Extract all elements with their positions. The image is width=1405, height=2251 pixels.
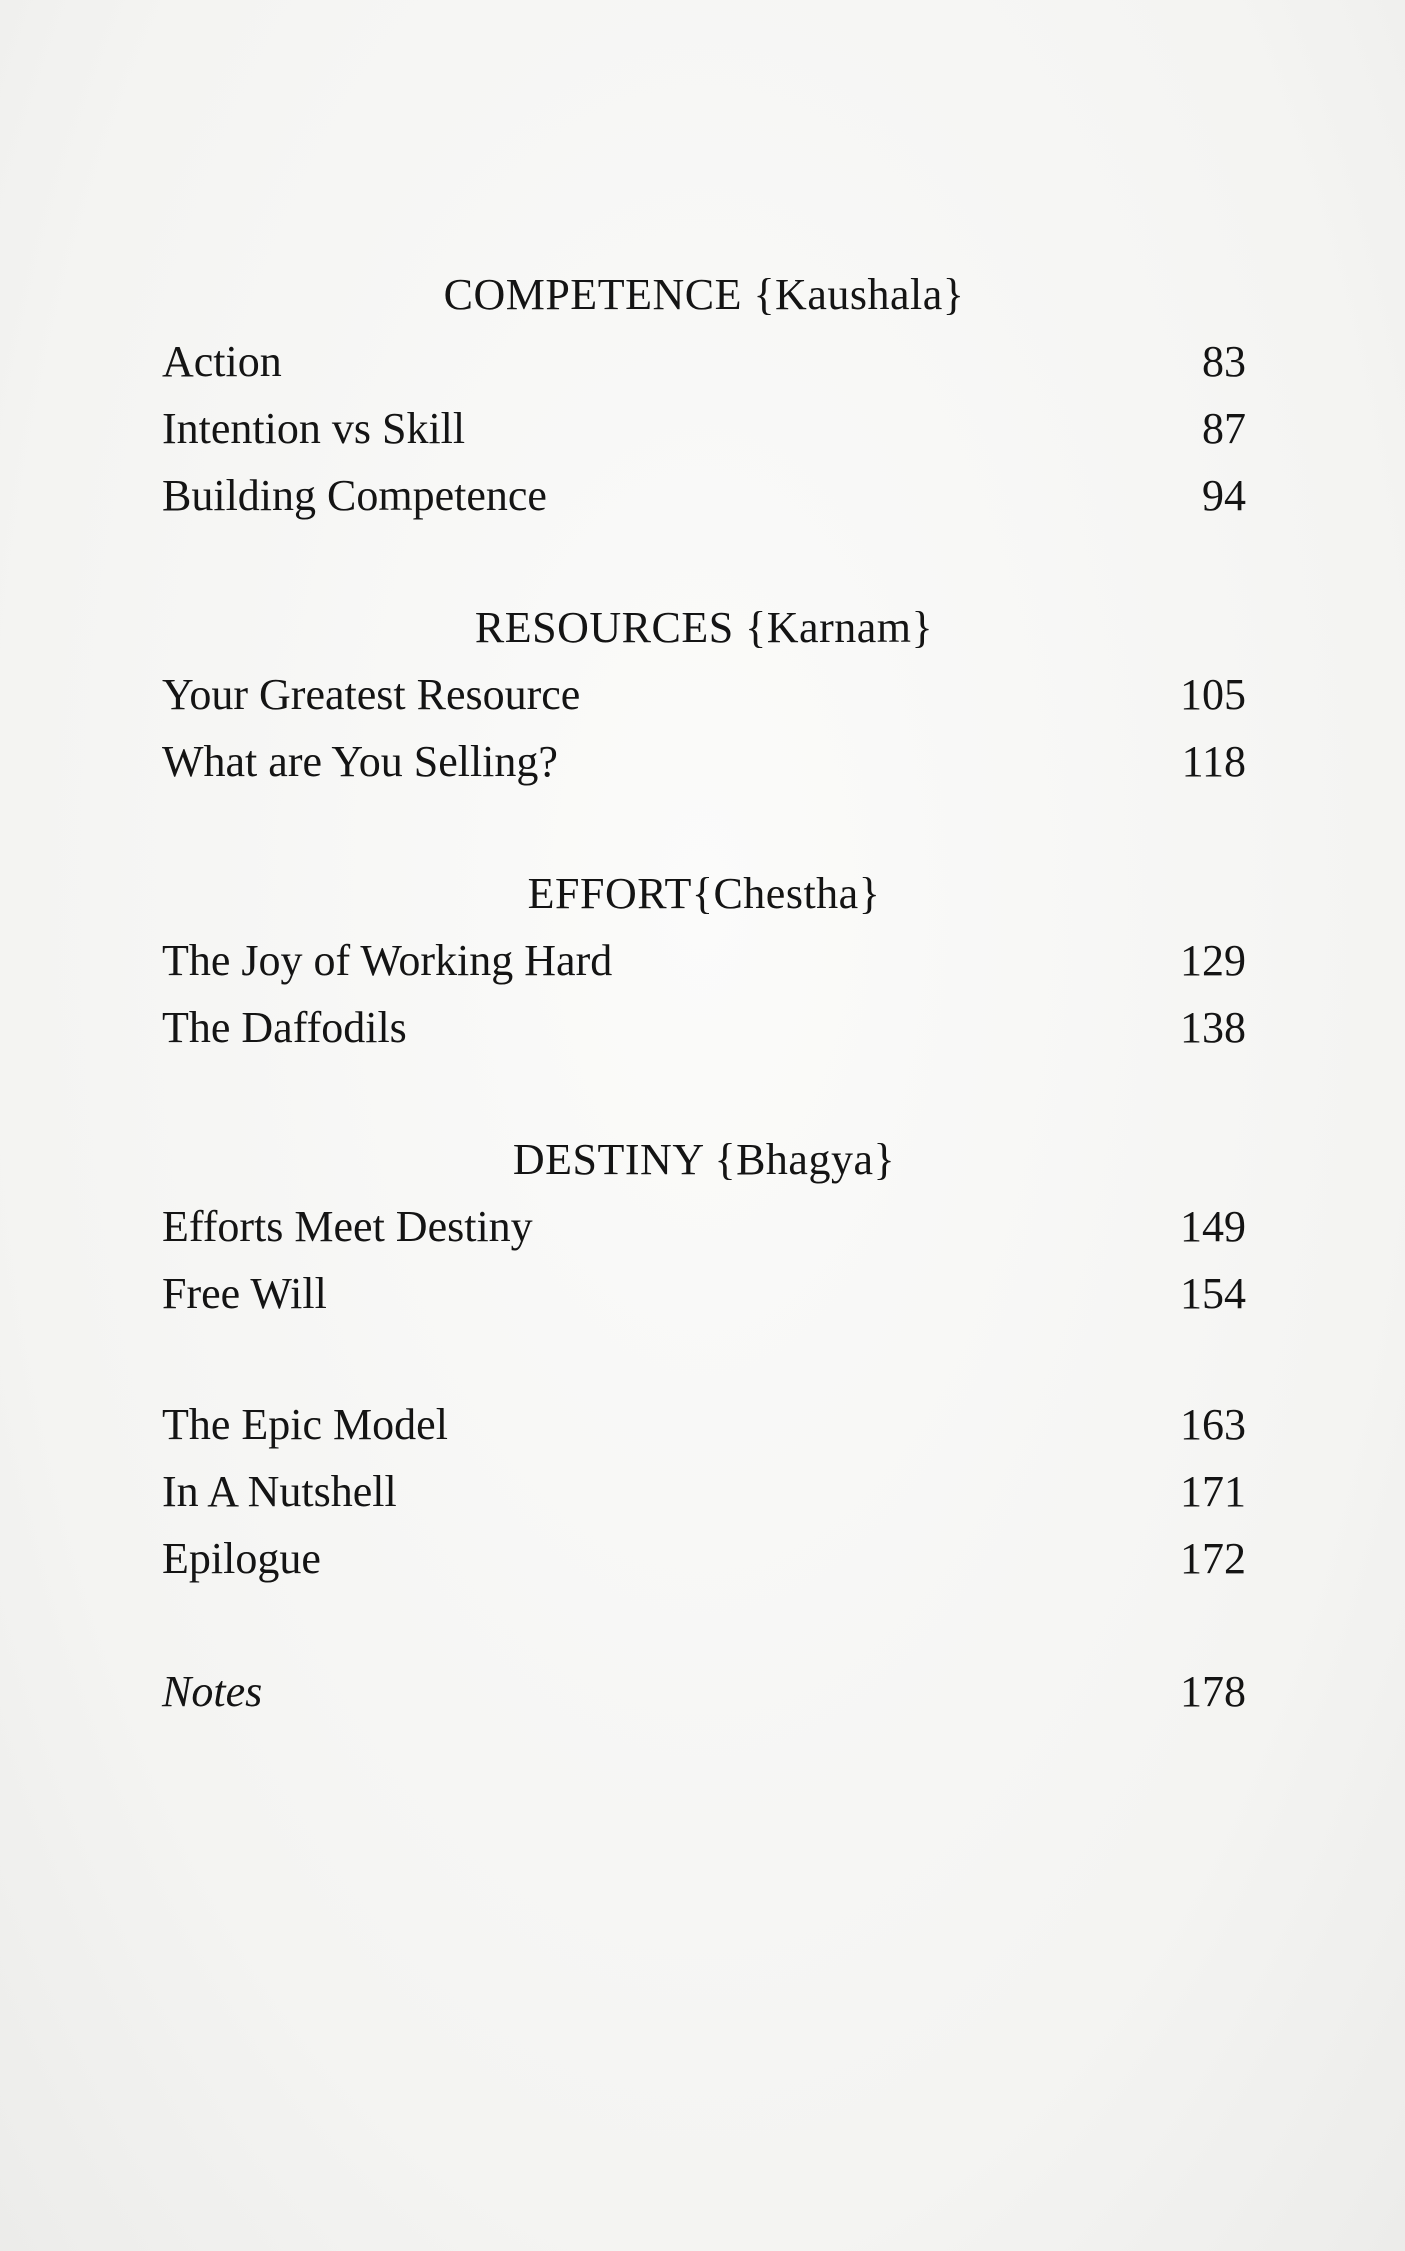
entry-page-number: 118: [1181, 737, 1246, 786]
entry-page-number: 149: [1180, 1202, 1246, 1251]
entry-title: In A Nutshell: [162, 1467, 397, 1516]
toc-entry: [162, 927, 1246, 994]
table-of-contents: [162, 262, 1246, 1725]
entry-title: The Joy of Working Hard: [162, 936, 613, 985]
entry-title: Intention vs Skill: [162, 404, 466, 453]
entry-page-number: 172: [1180, 1534, 1246, 1583]
entry-page-number: 94: [1202, 471, 1246, 520]
entry-title: The Daffodils: [162, 1003, 407, 1052]
entry-page-number: 178: [1180, 1667, 1246, 1716]
toc-entry: [162, 1260, 1246, 1327]
entry-page-number: 171: [1180, 1467, 1246, 1516]
toc-entry: [162, 328, 1246, 395]
entry-title: Your Greatest Resource: [162, 670, 581, 719]
section-heading-competence: COMPETENCE {Kaushala}: [443, 270, 965, 319]
toc-entry-notes: [162, 1658, 1246, 1725]
entry-title: The Epic Model: [162, 1400, 448, 1449]
entry-page-number: 138: [1180, 1003, 1246, 1052]
entry-page-number: 163: [1180, 1400, 1246, 1449]
toc-entry: [162, 661, 1246, 728]
entry-title: Epilogue: [162, 1534, 321, 1583]
toc-entry: [162, 728, 1246, 795]
entry-title: Building Competence: [162, 471, 547, 520]
section-heading-resources: RESOURCES {Karnam}: [474, 603, 934, 652]
entry-page-number: 87: [1202, 404, 1246, 453]
entry-title: Action: [162, 337, 282, 386]
entry-page-number: 129: [1180, 936, 1246, 985]
entry-page-number: 83: [1202, 337, 1246, 386]
toc-entry: [162, 1193, 1246, 1260]
entry-page-number: 154: [1180, 1269, 1246, 1318]
entry-title: Free Will: [162, 1269, 327, 1318]
entry-title: Notes: [162, 1667, 263, 1716]
toc-entry: [162, 1391, 1246, 1458]
section-heading-destiny: DESTINY {Bhagya}: [512, 1135, 896, 1184]
entry-page-number: 105: [1180, 670, 1246, 719]
toc-entry: [162, 1458, 1246, 1525]
toc-entry: [162, 994, 1246, 1061]
toc-entry: [162, 462, 1246, 529]
entry-title: What are You Selling?: [162, 737, 558, 786]
entry-title: Efforts Meet Destiny: [162, 1202, 533, 1251]
toc-entry: [162, 395, 1246, 462]
toc-entry: [162, 1525, 1246, 1592]
section-heading-effort: EFFORT{Chestha}: [527, 869, 881, 918]
